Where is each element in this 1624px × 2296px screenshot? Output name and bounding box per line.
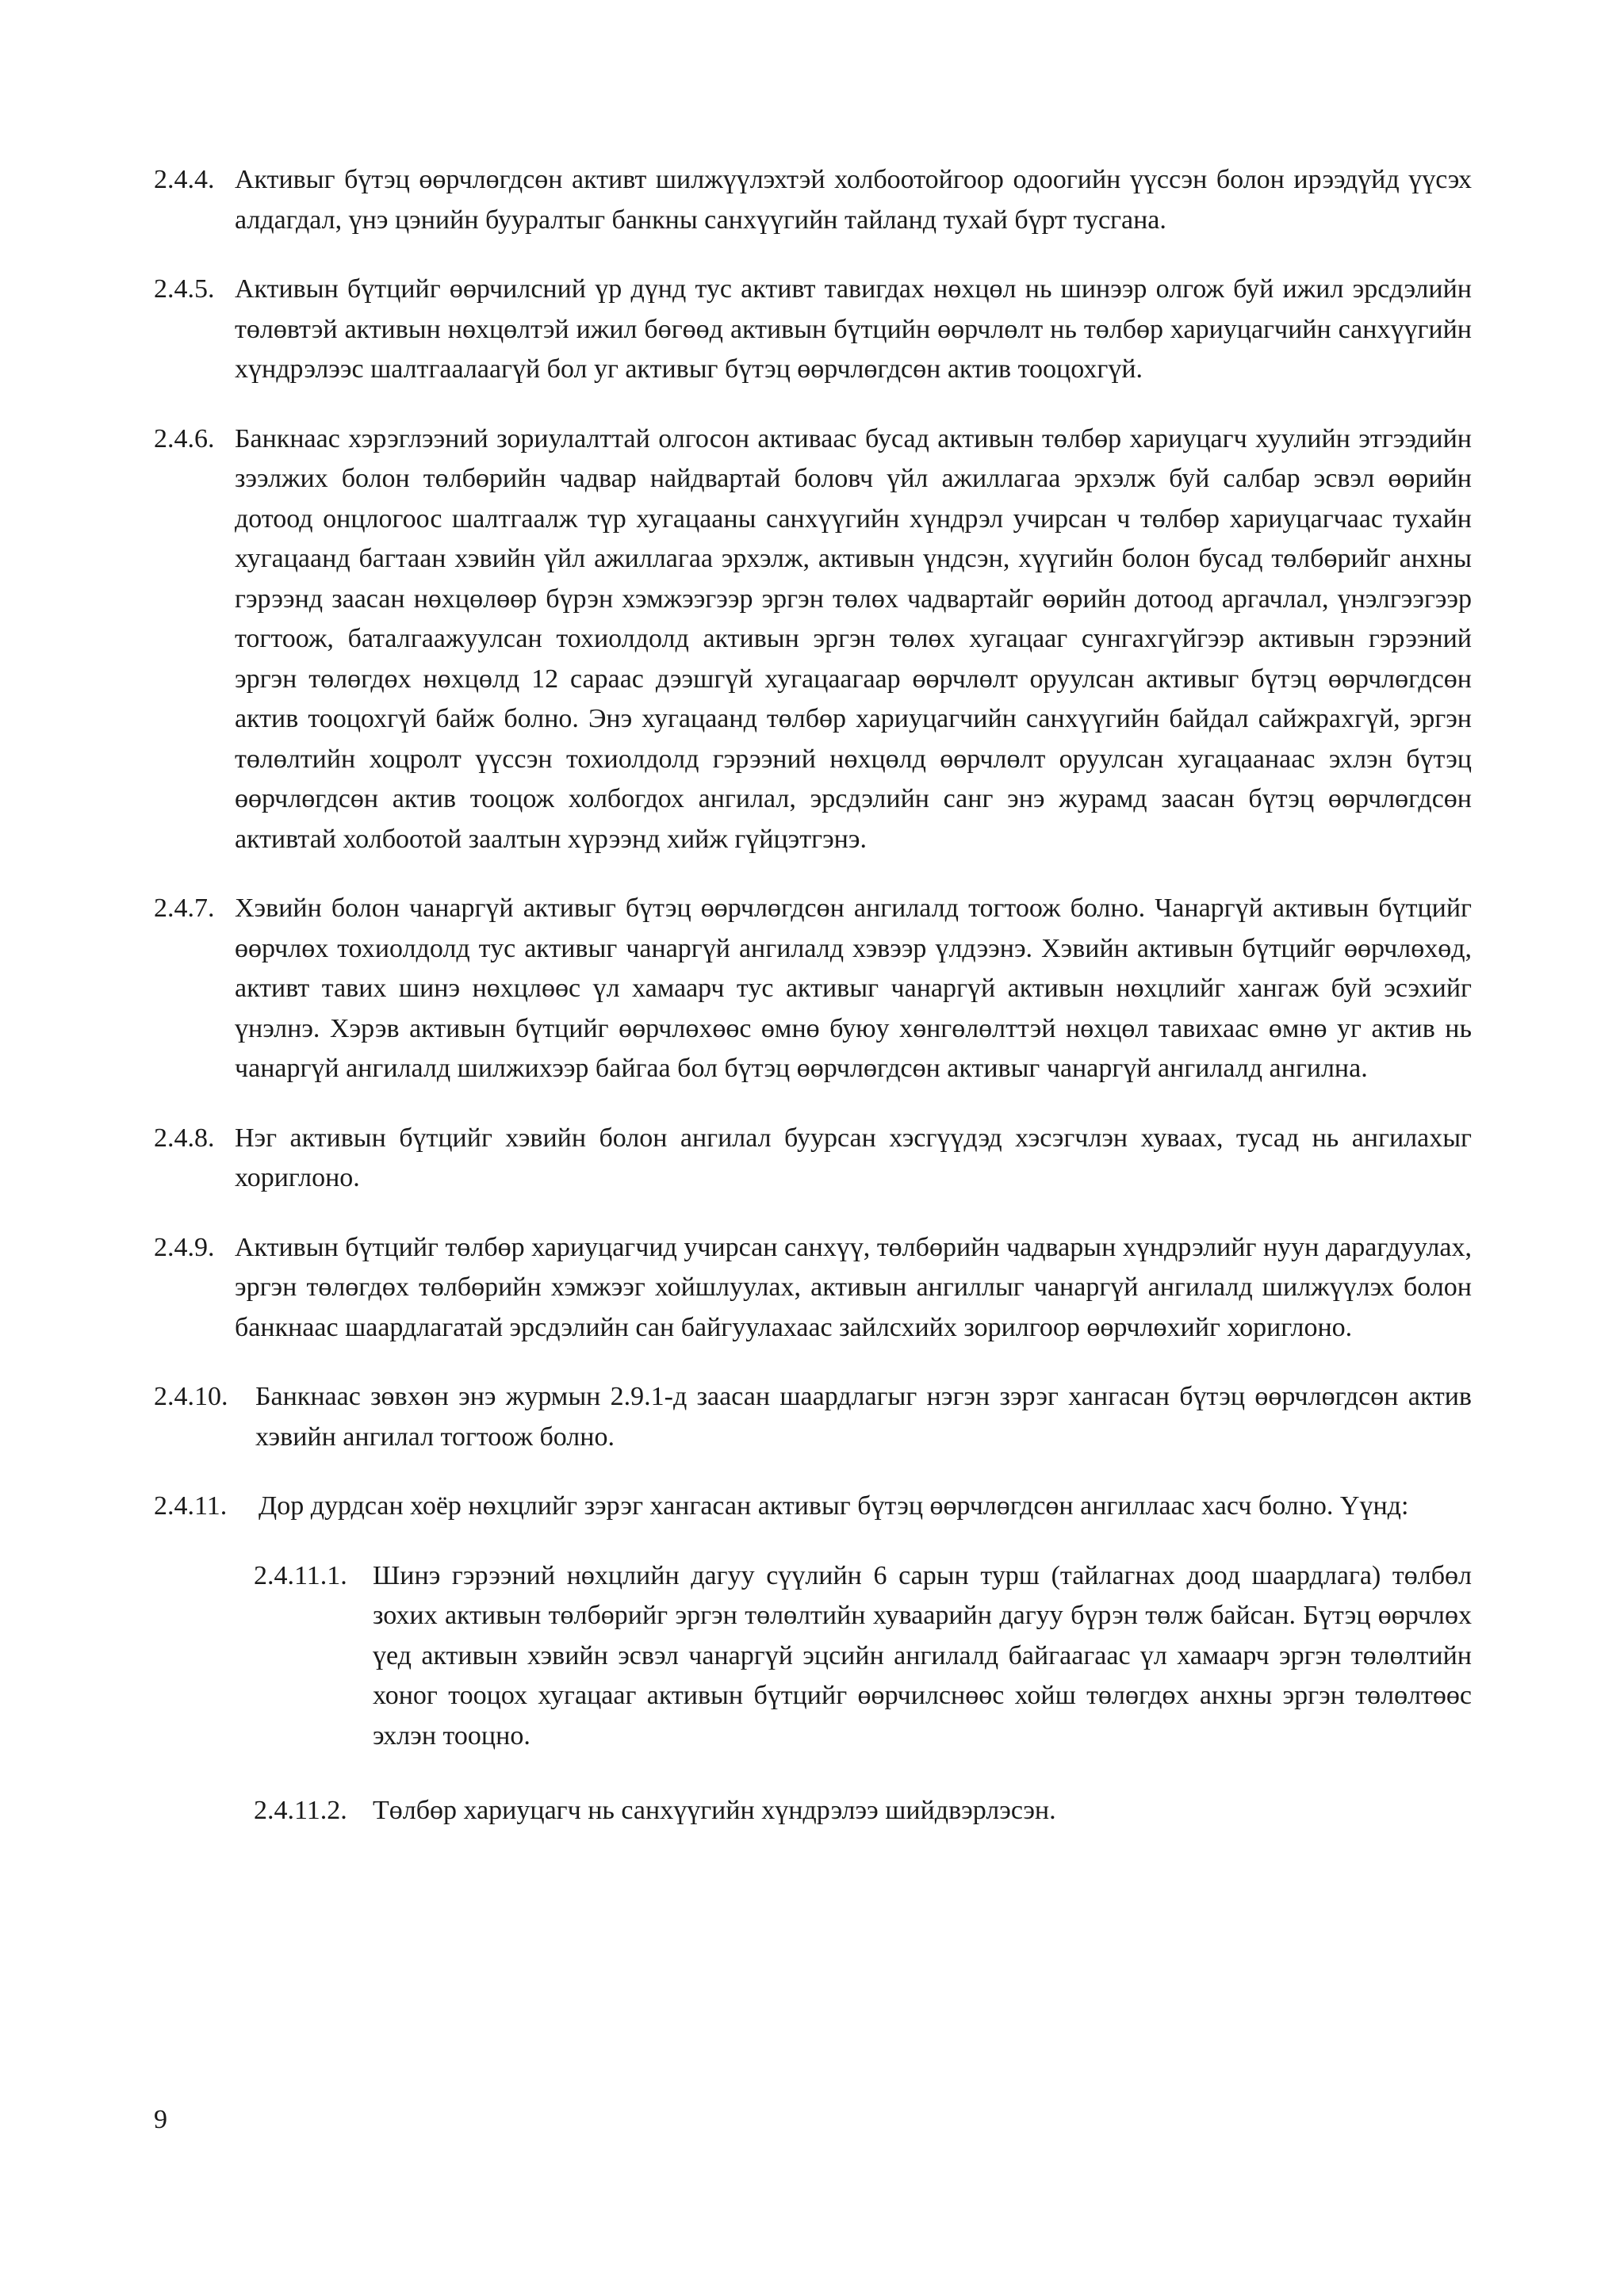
paragraph-text: Банкнаас хэрэглээний зориулалттай олгосон активаас бусад активын төлбөр хариуцагч хуулийн этгээдийн зээлжих болон төлбөрийн чадвар найдвартай боловч үйл ажиллагаа эрхэлж буй салбар эсвэл өөрийн дотоод онцлогоос шалтгаалж түр хугацааны санхүүгийн хүндрэл учирсан ч төлбөр хариуцагчаас тухайн хугацаанд багтаан хэвийн үйл ажиллагаа эрхэлж, активын үндсэн, хүүгийн болон бусад төлбөрийг анхны гэрээнд заасан нөхцөлөөр бүрэн хэмжээгээр эргэн төлөх чадвартайг өөрийн дотоод аргачлал, үнэлгээгээр тогтоож, баталгаажуулсан тохиолдолд активын эргэн төлөх хугацааг сунгахгүйгээр активын гэрээний эргэн төлөгдөх нөхцөлд 12 сараас дээшгүй хугацаагаар өөрчлөлт оруулсан активыг бүтэц өөрчлөгдсөн актив тооцохгүй байж болно. Энэ хугацаанд төлбөр хариуцагчийн санхүүгийн байдал сайжрахгүй, эргэн төлөлтийн хоцролт үүссэн тохиолдолд гэрээний нөхцөлд өөрчлөлт оруулсан хугацаанаас эхлэн бүтэц өөрчлөгдсөн актив тооцож холбогдох ангилал, эрсдэлийн санг энэ журамд заасан бүтэц өөрчлөгдсөн активтай холбоотой заалтын хүрээнд хийж гүйцэтгэнэ.: [235, 423, 1472, 854]
paragraph-text: Активын бүтцийг өөрчилсний үр дүнд тус активт тавигдах нөхцөл нь шинээр олгож буй ижил эрсдэлийн төлөвтэй активын нөхцөлтэй ижил бөгөөд активын бүтцийн өөрчлөлт нь төлбөр хариуцагчийн санхүүгийн хүндрэлээс шалтгаалаагүй бол уг активыг бүтэц өөрчлөгдсөн актив тооцохгүй.: [235, 274, 1472, 384]
paragraph-number: 2.4.5.: [154, 274, 215, 304]
paragraph-2-4-6: [154, 419, 1472, 860]
document-body: [154, 160, 1472, 1866]
subparagraph-text: Төлбөр хариуцагч нь санхүүгийн хүндрэлээ шийдвэрлэсэн.: [373, 1796, 1056, 1825]
paragraph-number: 2.4.4.: [154, 165, 215, 194]
paragraph-text: Активыг бүтэц өөрчлөгдсөн активт шилжүүлэхтэй холбоотойгоор одоогийн үүссэн болон ирээдүйд үүсэх алдагдал, үнэ цэнийн бууралтыг банкны санхүүгийн тайланд тухай бүрт тусгана.: [235, 165, 1472, 235]
subparagraph-number: 2.4.11.1.: [254, 1560, 347, 1590]
page-number: 9: [154, 2105, 167, 2134]
paragraph-2-4-9: [154, 1228, 1472, 1349]
subparagraph-2-4-11-1: [254, 1556, 1472, 1757]
paragraph-2-4-7: [154, 889, 1472, 1089]
paragraph-number: 2.4.6.: [154, 423, 215, 453]
paragraph-number: 2.4.9.: [154, 1232, 215, 1262]
paragraph-2-4-11: [154, 1487, 1472, 1527]
paragraph-text: Хэвийн болон чанаргүй активыг бүтэц өөрчлөгдсөн ангилалд тогтоож болно. Чанаргүй активын бүтцийг өөрчлөх тохиолдолд тус активыг чанаргүй ангилалд хэвээр үлдээнэ. Хэвийн активын бүтцийг өөрчлөхөд, активт тавих шинэ нөхцлөөс үл хамаарч тус активыг чанаргүй активын нөхцлийг хангаж буй эсэхийг үнэлнэ. Хэрэв активын бүтцийг өөрчлөхөөс өмнө буюу хөнгөлөлттэй нөхцөл тавихаас өмнө уг актив нь чанаргүй ангилалд шилжихээр байгаа бол бүтэц өөрчлөгдсөн активыг чанаргүй ангилалд ангилна.: [235, 894, 1472, 1083]
subparagraph-number: 2.4.11.2.: [254, 1796, 347, 1825]
paragraph-number: 2.4.11.: [154, 1491, 228, 1521]
paragraph-text: Дор дурдсан хоёр нөхцлийг зэрэг хангасан активыг бүтэц өөрчлөгдсөн ангиллаас хасч болно. Үүнд:: [259, 1491, 1409, 1521]
subparagraph-2-4-11-2: [254, 1791, 1472, 1831]
paragraph-text: Активын бүтцийг төлбөр хариуцагчид учирсан санхүү, төлбөрийн чадварын хүндрэлийг нуун дарагдуулах, эргэн төлөгдөх төлбөрийн хэмжээг хойшлуулах, активын ангиллыг чанаргүй ангилалд шилжүүлэх болон банкнаас шаардлагатай эрсдэлийн сан байгуулахаас зайлсхийх зорилгоор өөрчлөхийг хориглоно.: [235, 1232, 1472, 1342]
paragraph-2-4-8: [154, 1119, 1472, 1199]
paragraph-2-4-4: [154, 160, 1472, 240]
paragraph-number: 2.4.7.: [154, 894, 215, 923]
subparagraph-text: Шинэ гэрээний нөхцлийн дагуу сүүлийн 6 сарын турш (тайлагнах доод шаардлага) төлбөл зохих активын төлбөрийг эргэн төлөлтийн хуваарийн дагуу бүрэн төлж байсан. Бүтэц өөрчлөх үед активын хэвийн эсвэл чанаргүй эцсийн ангилалд байгаагаас үл хамаарч эргэн төлөлтийн хоног тооцох хугацааг активын бүтцийг өөрчилснөөс хойш төлөгдөх анхны эргэн төлөлтөөс эхлэн тооцно.: [373, 1560, 1472, 1751]
paragraph-2-4-5: [154, 270, 1472, 390]
paragraph-text: Нэг активын бүтцийг хэвийн болон ангилал буурсан хэсгүүдэд хэсэгчлэн хуваах, тусад нь ангилахыг хориглоно.: [235, 1123, 1472, 1192]
paragraph-text: Банкнаас зөвхөн энэ журмын 2.9.1-д заасан шаардлагыг нэгэн зэрэг хангасан бүтэц өөрчлөгдсөн актив хэвийн ангилал тогтоож болно.: [255, 1382, 1472, 1452]
paragraph-number: 2.4.10.: [154, 1382, 228, 1411]
paragraph-2-4-10: [154, 1377, 1472, 1457]
paragraph-number: 2.4.8.: [154, 1123, 215, 1153]
